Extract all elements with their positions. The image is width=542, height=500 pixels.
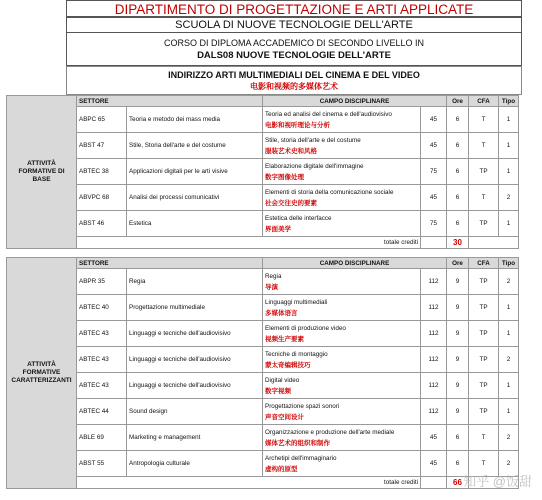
course-code: ABTEC 43 <box>77 373 127 399</box>
ore-header: Ore <box>447 96 469 107</box>
course-code: ABPR 35 <box>77 269 127 295</box>
campo-name: Teoria ed analisi del cinema e dell'audiovisivo <box>265 110 392 118</box>
table-row <box>7 373 519 399</box>
type: T <box>469 133 499 159</box>
campo-cell <box>263 159 421 185</box>
settore-name: Stile, Storia dell'arte e del costume <box>127 133 263 159</box>
type: TP <box>469 373 499 399</box>
settore-name: Analisi dei processi comunicativi <box>127 185 263 211</box>
table-row <box>7 211 519 237</box>
table-row <box>7 451 519 477</box>
campo-name: Elementi di produzione video <box>265 324 346 332</box>
year: 1 <box>499 321 519 347</box>
course-code: ABVPC 68 <box>77 185 127 211</box>
course-title <box>66 32 522 66</box>
base-activities-table <box>6 95 519 249</box>
table-row <box>7 269 519 295</box>
table-row <box>7 399 519 425</box>
hours: 112 <box>421 321 447 347</box>
year: 2 <box>499 425 519 451</box>
type: T <box>469 107 499 133</box>
tipo-header: Tipo <box>499 96 519 107</box>
type: T <box>469 185 499 211</box>
hours: 45 <box>421 425 447 451</box>
course-code: ABTEC 40 <box>77 295 127 321</box>
hours: 112 <box>421 295 447 321</box>
total-credits: 30 <box>447 237 469 249</box>
header-row <box>7 258 519 269</box>
watermark: 知乎 @饭甜 <box>463 474 532 489</box>
year: 2 <box>499 347 519 373</box>
course-code: ABTEC 44 <box>77 399 127 425</box>
campo-cell <box>263 211 421 237</box>
table-row <box>7 107 519 133</box>
campo-cell <box>263 107 421 133</box>
campo-chinese: 声音空间设计 <box>265 413 304 421</box>
campo-chinese: 界面美学 <box>265 225 291 233</box>
credits: 6 <box>447 185 469 211</box>
course-code: ABTEC 43 <box>77 321 127 347</box>
campo-name: Linguaggi multimediali <box>265 298 328 306</box>
year: 1 <box>499 133 519 159</box>
hours: 45 <box>421 107 447 133</box>
cfa-header: CFA <box>469 258 499 269</box>
credits: 9 <box>447 347 469 373</box>
type: TP <box>469 269 499 295</box>
hours: 45 <box>421 133 447 159</box>
credits: 9 <box>447 373 469 399</box>
campo-header: CAMPO DISCIPLINARE <box>263 96 447 107</box>
year: 1 <box>499 107 519 133</box>
campo-chinese: 多媒体语言 <box>265 309 298 317</box>
settore-name: Applicazioni digitali per le arti visive <box>127 159 263 185</box>
type: TP <box>469 211 499 237</box>
type: TP <box>469 321 499 347</box>
type: TP <box>469 399 499 425</box>
table-row <box>7 133 519 159</box>
course-code: DALS08 NUOVE TECNOLOGIE DELL'ARTE <box>197 50 391 61</box>
total-label: totale crediti <box>77 237 421 249</box>
year: 2 <box>499 185 519 211</box>
campo-header: CAMPO DISCIPLINARE <box>263 258 447 269</box>
tipo-header: Tipo <box>499 258 519 269</box>
hours: 45 <box>421 451 447 477</box>
credits: 6 <box>447 425 469 451</box>
header-row <box>7 96 519 107</box>
year: 1 <box>499 399 519 425</box>
hours: 45 <box>421 185 447 211</box>
campo-chinese: 电影和视听理论与分析 <box>265 121 330 129</box>
campo-name: Progettazione spazi sonori <box>265 402 340 410</box>
cfa-header: CFA <box>469 96 499 107</box>
campo-name: Organizzazione e produzione dell'arte mediale <box>265 428 395 436</box>
credits: 6 <box>447 211 469 237</box>
indirizzo-chinese: 电影和视频的多媒体艺术 <box>250 82 338 91</box>
year: 2 <box>499 269 519 295</box>
campo-cell <box>263 133 421 159</box>
settore-name: Linguaggi e tecniche dell'audiovisivo <box>127 321 263 347</box>
credits: 9 <box>447 321 469 347</box>
campo-name: Stile, storia dell'arte e del costume <box>265 136 361 144</box>
campo-name: Elaborazione digitale dell'immagine <box>265 162 364 170</box>
course-code: ABST 47 <box>77 133 127 159</box>
year: 1 <box>499 211 519 237</box>
course-code: ABST 46 <box>77 211 127 237</box>
type: T <box>469 425 499 451</box>
table-row <box>7 347 519 373</box>
settore-name: Teoria e metodo dei mass media <box>127 107 263 133</box>
hours: 75 <box>421 211 447 237</box>
activity-group-label: ATTIVITÀ FORMATIVE DI BASE <box>7 96 77 249</box>
table-row <box>7 425 519 451</box>
settore-name: Estetica <box>127 211 263 237</box>
credits: 9 <box>447 399 469 425</box>
campo-cell <box>263 295 421 321</box>
indirizzo-title: INDIRIZZO ARTI MULTIMEDIALI DEL CINEMA E DEL VIDEO <box>168 70 420 80</box>
campo-cell <box>263 347 421 373</box>
course-code: ABTEC 43 <box>77 347 127 373</box>
credits: 6 <box>447 451 469 477</box>
settore-name: Linguaggi e tecniche dell'audiovisivo <box>127 373 263 399</box>
credits: 9 <box>447 295 469 321</box>
campo-chinese: 蒙太奇编辑技巧 <box>265 361 311 369</box>
credits: 9 <box>447 269 469 295</box>
settore-name: Linguaggi e tecniche dell'audiovisivo <box>127 347 263 373</box>
credits: 6 <box>447 159 469 185</box>
campo-cell <box>263 373 421 399</box>
year: 1 <box>499 373 519 399</box>
credits: 6 <box>447 133 469 159</box>
campo-chinese: 数字视频 <box>265 387 291 395</box>
campo-cell <box>263 269 421 295</box>
campo-name: Archetipi dell'immaginario <box>265 454 337 462</box>
course-line: CORSO DI DIPLOMA ACCADEMICO DI SECONDO LIVELLO IN <box>163 38 425 48</box>
year: 2 <box>499 451 519 477</box>
caratterizzanti-table <box>6 257 519 489</box>
total-blank <box>469 237 519 249</box>
hours: 75 <box>421 159 447 185</box>
campo-chinese: 服装艺术史和风格 <box>265 147 317 155</box>
indirizzo-banner <box>66 66 522 95</box>
table-row <box>7 295 519 321</box>
settore-name: Regia <box>127 269 263 295</box>
campo-name: Tecniche di montaggio <box>265 350 328 358</box>
campo-cell <box>263 451 421 477</box>
hours: 112 <box>421 269 447 295</box>
campo-chinese: 视频生产要素 <box>265 335 304 343</box>
table-row <box>7 185 519 211</box>
campo-cell <box>263 321 421 347</box>
course-code: ABTEC 38 <box>77 159 127 185</box>
hours: 112 <box>421 373 447 399</box>
course-code: ABST 55 <box>77 451 127 477</box>
table-row <box>7 159 519 185</box>
type: TP <box>469 295 499 321</box>
school-title: SCUOLA DI NUOVE TECNOLOGIE DELL'ARTE <box>66 16 522 33</box>
type: T <box>469 451 499 477</box>
settore-name: Progettazione multimediale <box>127 295 263 321</box>
settore-header: SETTORE <box>77 258 263 269</box>
total-blank <box>421 237 447 249</box>
campo-name: Estetica delle interfacce <box>265 214 332 222</box>
campo-chinese: 媒体艺术的组织和制作 <box>265 439 330 447</box>
settore-header: SETTORE <box>77 96 263 107</box>
campo-chinese: 社会交往史的要素 <box>265 199 317 207</box>
campo-cell <box>263 425 421 451</box>
total-row <box>7 237 519 249</box>
campo-name: Digital video <box>265 376 300 384</box>
total-label: totale crediti <box>77 477 421 489</box>
total-row <box>7 477 519 489</box>
campo-cell <box>263 399 421 425</box>
campo-name: Regia <box>265 272 282 280</box>
hours: 112 <box>421 347 447 373</box>
year: 1 <box>499 159 519 185</box>
ore-header: Ore <box>447 258 469 269</box>
settore-name: Marketing e management <box>127 425 263 451</box>
type: TP <box>469 347 499 373</box>
table-row <box>7 321 519 347</box>
campo-cell <box>263 185 421 211</box>
credits: 6 <box>447 107 469 133</box>
campo-chinese: 虚构的原型 <box>265 465 298 473</box>
course-code: ABLE 69 <box>77 425 127 451</box>
activity-group-label: ATTIVITÀ FORMATIVE CARATTERIZZANTI <box>7 258 77 489</box>
department-title: DIPARTIMENTO DI PROGETTAZIONE E ARTI APPLICATE <box>66 0 522 18</box>
year: 1 <box>499 295 519 321</box>
settore-name: Sound design <box>127 399 263 425</box>
total-blank <box>421 477 447 489</box>
settore-name: Antropologia culturale <box>127 451 263 477</box>
type: TP <box>469 159 499 185</box>
hours: 112 <box>421 399 447 425</box>
campo-chinese: 导演 <box>265 283 278 291</box>
total-credits: 66 <box>447 477 469 489</box>
course-code: ABPC 65 <box>77 107 127 133</box>
campo-name: Elementi di storia della comunicazione sociale <box>265 188 394 196</box>
campo-chinese: 数字图像处理 <box>265 173 304 181</box>
